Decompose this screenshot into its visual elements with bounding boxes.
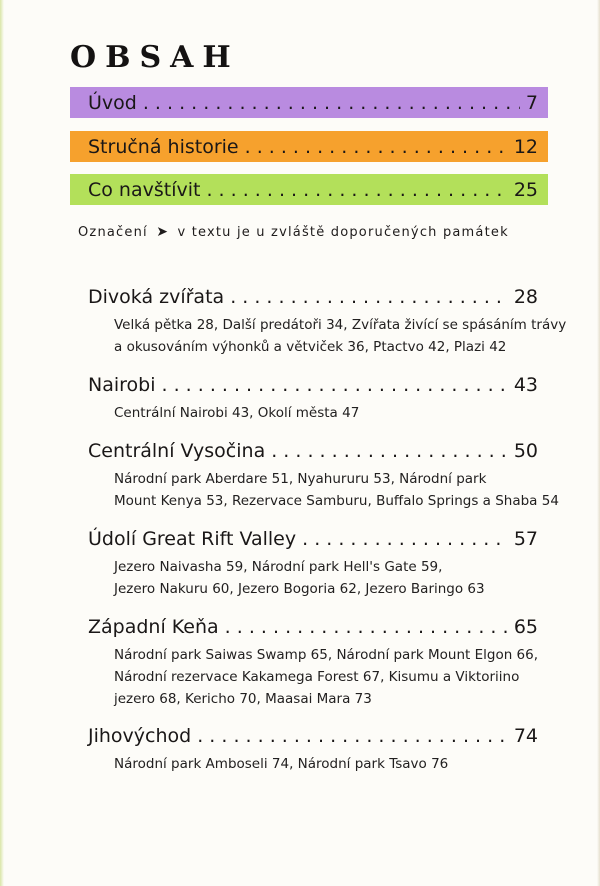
toc-section-udoli-great-rift-valley[interactable] [88,528,538,600]
dot-leader [162,374,508,396]
dot-leader [206,179,507,201]
note-text-after: v textu je u zvláště doporučených památek [177,225,509,240]
subentry-line: Národní rezervace Kakamega Forest 67, Kisumu a Viktoriino [114,669,520,685]
toc-entry-page: 25 [513,178,538,201]
toc-entry-label: Co navštívit [88,178,201,201]
toc-section-jihovychod[interactable] [88,725,538,775]
dot-leader [302,528,508,550]
section-subentries [114,556,538,600]
section-page: 50 [513,440,538,462]
dot-leader [271,440,508,462]
section-subentries [114,402,538,424]
dot-leader [245,136,508,158]
page-edge-left [0,0,4,886]
section-label: Západní Keňa [88,616,219,638]
subentry-line: Národní park Saiwas Swamp 65, Národní park Mount Elgon 66, [114,647,539,663]
section-subentries [114,468,559,512]
section-heading[interactable] [88,440,538,462]
toc-entry-page: 7 [525,91,538,114]
section-page: 74 [513,725,538,747]
toc-entry-label: Stručná historie [88,135,239,158]
section-heading[interactable] [88,616,538,638]
section-page: 57 [513,528,538,550]
section-label: Divoká zvířata [88,286,225,308]
section-subentries [114,753,538,775]
section-label: Nairobi [88,374,156,396]
section-label: Centrální Vysočina [88,440,266,462]
subentry-line: Národní park Amboseli 74, Národní park Tsavo 76 [114,756,449,772]
page-title: OBSAH [70,40,240,75]
section-label: Údolí Great Rift Valley [88,528,297,550]
dot-leader [143,92,520,114]
section-subentries [114,314,567,358]
dot-leader [197,725,508,747]
section-page: 28 [513,286,538,308]
toc-entry-strucna-historie[interactable] [70,131,548,162]
section-label: Jihovýchod [88,725,192,747]
toc-section-divoka-zvirata[interactable] [88,286,567,358]
toc-section-centralni-vysocina[interactable] [88,440,559,512]
dot-leader [225,616,508,638]
section-heading[interactable] [88,374,538,396]
section-heading[interactable] [88,528,538,550]
toc-section-nairobi[interactable] [88,374,538,424]
section-heading[interactable] [88,725,538,747]
dot-leader [230,286,508,308]
toc-entry-page: 12 [513,135,538,158]
subentry-line: Mount Kenya 53, Rezervace Samburu, Buffalo Springs a Shaba 54 [114,493,559,509]
recommended-arrow-icon: ➤ [156,224,170,240]
subentry-line: Jezero Nakuru 60, Jezero Bogoria 62, Jezero Baringo 63 [114,581,485,597]
toc-section-zapadni-kena[interactable] [88,616,538,710]
section-subentries [114,644,538,710]
subentry-line: Národní park Aberdare 51, Nyahururu 53, Národní park [114,471,487,487]
toc-entry-co-navstivit[interactable] [70,174,548,205]
subentry-line: a okusováním výhonků a větviček 36, Ptactvo 42, Plazi 42 [114,339,507,355]
section-page: 65 [513,616,538,638]
toc-entry-label: Úvod [88,91,137,114]
subentry-line: Centrální Nairobi 43, Okolí města 47 [114,405,360,421]
toc-entry-uvod[interactable] [70,87,548,118]
subentry-line: Velká pětka 28, Další predátoři 34, Zvířata živící se spásáním trávy [114,317,567,333]
section-page: 43 [513,374,538,396]
subentry-line: Jezero Naivasha 59, Národní park Hell's Gate 59, [114,559,443,575]
section-heading[interactable] [88,286,538,308]
subentry-line: jezero 68, Kericho 70, Maasai Mara 73 [114,691,372,707]
legend-note [78,224,509,240]
note-text-before: Označení [78,225,148,240]
